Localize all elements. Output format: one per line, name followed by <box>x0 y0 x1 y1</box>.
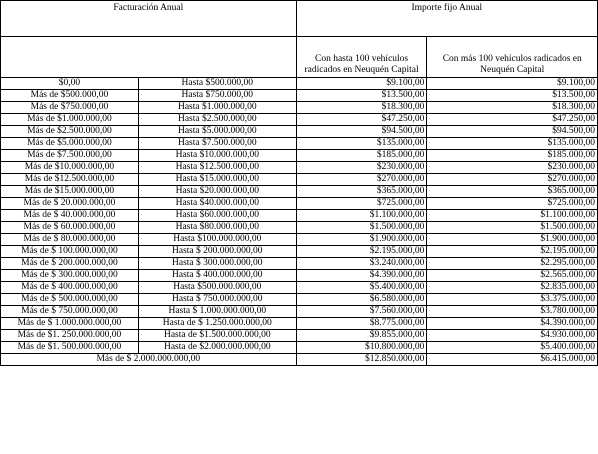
fee-more-100-cell: $94.500,00 <box>427 126 598 138</box>
header-up-to-100-vehicles: Con hasta 100 vehículos radicados en Neuquén Capital <box>296 37 427 78</box>
range-to-cell: Hasta $500.000,00 <box>138 78 296 90</box>
range-from-cell: Más de $1.000.000,00 <box>1 114 139 126</box>
range-to-cell: Hasta de $1.500.000.000,00 <box>138 330 296 342</box>
range-from-cell: Más de $ 80.000.000,00 <box>1 234 139 246</box>
fee-more-100-cell: $2.195.000,00 <box>427 246 598 258</box>
range-to-cell: Hasta de $ 1.250.000.000,00 <box>138 318 296 330</box>
fee-up-to-100-cell: $10.800.000,00 <box>296 342 427 354</box>
range-from-cell: Más de $10.000.000,00 <box>1 162 139 174</box>
fee-more-100-cell: $725.000,00 <box>427 198 598 210</box>
fee-more-100-cell: $47.250,00 <box>427 114 598 126</box>
range-from-cell: Más de $5.000.000,00 <box>1 138 139 150</box>
range-to-cell: Hasta $ 400.000.000,00 <box>138 270 296 282</box>
range-to-cell: Hasta $2.500.000,00 <box>138 114 296 126</box>
range-from-cell: Más de $ 500.000.000,00 <box>1 294 139 306</box>
table-row <box>1 102 598 114</box>
range-to-cell: Hasta $ 200.000.000,00 <box>138 246 296 258</box>
table-row <box>1 258 598 270</box>
fee-more-100-cell: $135.000,00 <box>427 138 598 150</box>
range-to-cell: Hasta $60.000.000,00 <box>138 210 296 222</box>
header-more-100-vehicles: Con más 100 vehículos radicados en Neuquén Capital <box>427 37 598 78</box>
fee-up-to-100-cell: $230.000,00 <box>296 162 427 174</box>
range-to-cell: Hasta $ 1.000.000.000,00 <box>138 306 296 318</box>
range-to-cell: Hasta $ 750.000.000,00 <box>138 294 296 306</box>
table-row <box>1 210 598 222</box>
table-row <box>1 174 598 186</box>
fee-up-to-100-cell: $6.580.000,00 <box>296 294 427 306</box>
range-from-cell: Más de $ 40.000.000,00 <box>1 210 139 222</box>
fee-up-to-100-cell: $135.000,00 <box>296 138 427 150</box>
fee-up-to-100-cell: $365.000,00 <box>296 186 427 198</box>
table-row <box>1 78 598 90</box>
fee-more-100-cell: $1.100.000,00 <box>427 210 598 222</box>
range-from-cell: Más de $ 750.000.000,00 <box>1 306 139 318</box>
header-fixed-amount: Importe fijo Anual <box>296 1 597 37</box>
fee-more-100-cell: $4.390.000,00 <box>427 318 598 330</box>
range-from-cell: Más de $15.000.000,00 <box>1 186 139 198</box>
fee-more-100-cell: $230.000,00 <box>427 162 598 174</box>
fee-up-to-100-cell: $270.000,00 <box>296 174 427 186</box>
fee-up-to-100-cell: $1.900.000,00 <box>296 234 427 246</box>
fee-up-to-100-cell: $3.240.000,00 <box>296 258 427 270</box>
range-to-cell: Hasta $1.000.000,00 <box>138 102 296 114</box>
fee-more-100-cell: $9.100,00 <box>427 78 598 90</box>
fee-up-to-100-cell: $4.390.000,00 <box>296 270 427 282</box>
range-from-cell: Más de $ 100.000.000,00 <box>1 246 139 258</box>
fee-up-to-100-cell: $13.500,00 <box>296 90 427 102</box>
fee-up-to-100-cell: $9.100,00 <box>296 78 427 90</box>
fee-more-100-cell: $4.930.000,00 <box>427 330 598 342</box>
fee-more-100-cell: $2.295.000,00 <box>427 258 598 270</box>
table-row <box>1 114 598 126</box>
table-row <box>1 342 598 354</box>
range-from-cell: Más de $1. 500.000.000,00 <box>1 342 139 354</box>
fee-up-to-100-cell: $18.300,00 <box>296 102 427 114</box>
table-row <box>1 222 598 234</box>
range-to-cell: Hasta $15.000.000,00 <box>138 174 296 186</box>
fee-more-100-cell: $270.000,00 <box>427 174 598 186</box>
table-row <box>1 162 598 174</box>
table-row <box>1 186 598 198</box>
fee-up-to-100-cell: $5.400.000,00 <box>296 282 427 294</box>
range-to-cell: Hasta $5.000.000,00 <box>138 126 296 138</box>
fee-more-100-cell: $3.375.000,00 <box>427 294 598 306</box>
table-row <box>1 318 598 330</box>
table-row <box>1 126 598 138</box>
range-last-cell: Más de $ 2.000.000.000,00 <box>1 354 297 366</box>
table-row <box>1 198 598 210</box>
fee-more-100-cell: $2.565.000,00 <box>427 270 598 282</box>
range-to-cell: Hasta $40.000.000,00 <box>138 198 296 210</box>
range-from-cell: Más de $750.000,00 <box>1 102 139 114</box>
table-row <box>1 282 598 294</box>
fee-more-100-cell: $18.300,00 <box>427 102 598 114</box>
table-row <box>1 330 598 342</box>
table-row <box>1 90 598 102</box>
fee-up-to-100-cell: $9.855.000,00 <box>296 330 427 342</box>
range-to-cell: Hasta $750.000,00 <box>138 90 296 102</box>
range-from-cell: $0,00 <box>1 78 139 90</box>
fee-more-100-cell: $1.900.000,00 <box>427 234 598 246</box>
range-to-cell: Hasta $80.000.000,00 <box>138 222 296 234</box>
range-from-cell: Más de $500.000,00 <box>1 90 139 102</box>
range-from-cell: Más de $ 60.000.000,00 <box>1 222 139 234</box>
range-to-cell: Hasta $500.000.000,00 <box>138 282 296 294</box>
fee-up-to-100-cell: $7.560.000,00 <box>296 306 427 318</box>
fee-up-to-100-cell: $725.000,00 <box>296 198 427 210</box>
range-to-cell: Hasta $7.500.000,00 <box>138 138 296 150</box>
fee-more-100-cell: $1.500.000,00 <box>427 222 598 234</box>
range-from-cell: Más de $1. 250.000.000,00 <box>1 330 139 342</box>
fee-more-100-cell: $13.500,00 <box>427 90 598 102</box>
fee-more-100-cell: $185.000,00 <box>427 150 598 162</box>
table-row <box>1 234 598 246</box>
header-empty-cell <box>1 37 297 78</box>
fee-up-to-100-cell: $94.500,00 <box>296 126 427 138</box>
range-from-cell: Más de $ 300.000.000,00 <box>1 270 139 282</box>
fee-up-to-100-cell: $1.100.000,00 <box>296 210 427 222</box>
fee-up-to-100-cell: $185.000,00 <box>296 150 427 162</box>
fee-up-to-100-cell: $47.250,00 <box>296 114 427 126</box>
fee-up-to-100-cell: $1.500.000,00 <box>296 222 427 234</box>
range-to-cell: Hasta $100.000.000,00 <box>138 234 296 246</box>
range-from-cell: Más de $ 1.000.000.000,00 <box>1 318 139 330</box>
range-from-cell: Más de $ 200.000.000,00 <box>1 258 139 270</box>
range-from-cell: Más de $12.500.000,00 <box>1 174 139 186</box>
range-to-cell: Hasta $10.000.000,00 <box>138 150 296 162</box>
fee-up-to-100-cell: $12.850.000,00 <box>296 354 427 366</box>
fee-more-100-cell: $365.000,00 <box>427 186 598 198</box>
fee-more-100-cell: $3.780.000,00 <box>427 306 598 318</box>
table-row <box>1 270 598 282</box>
fee-up-to-100-cell: $8.775.000,00 <box>296 318 427 330</box>
table-row-last <box>1 354 598 366</box>
table-row <box>1 138 598 150</box>
fee-more-100-cell: $5.400.000,00 <box>427 342 598 354</box>
range-from-cell: Más de $ 20.000.000,00 <box>1 198 139 210</box>
range-from-cell: Más de $ 400.000.000,00 <box>1 282 139 294</box>
fee-more-100-cell: $6.415.000,00 <box>427 354 598 366</box>
range-to-cell: Hasta de $2.000.000.000,00 <box>138 342 296 354</box>
fee-more-100-cell: $2.835.000,00 <box>427 282 598 294</box>
header-annual-billing: Facturación Anual <box>1 1 297 37</box>
range-from-cell: Más de $2.500.000,00 <box>1 126 139 138</box>
table-row <box>1 306 598 318</box>
range-to-cell: Hasta $12.500.000,00 <box>138 162 296 174</box>
range-to-cell: Hasta $ 300.000.000,00 <box>138 258 296 270</box>
range-to-cell: Hasta $20.000.000,00 <box>138 186 296 198</box>
table-row <box>1 150 598 162</box>
range-from-cell: Más de $7.500.000,00 <box>1 150 139 162</box>
fee-up-to-100-cell: $2.195.000,00 <box>296 246 427 258</box>
table-row <box>1 246 598 258</box>
table-row <box>1 294 598 306</box>
